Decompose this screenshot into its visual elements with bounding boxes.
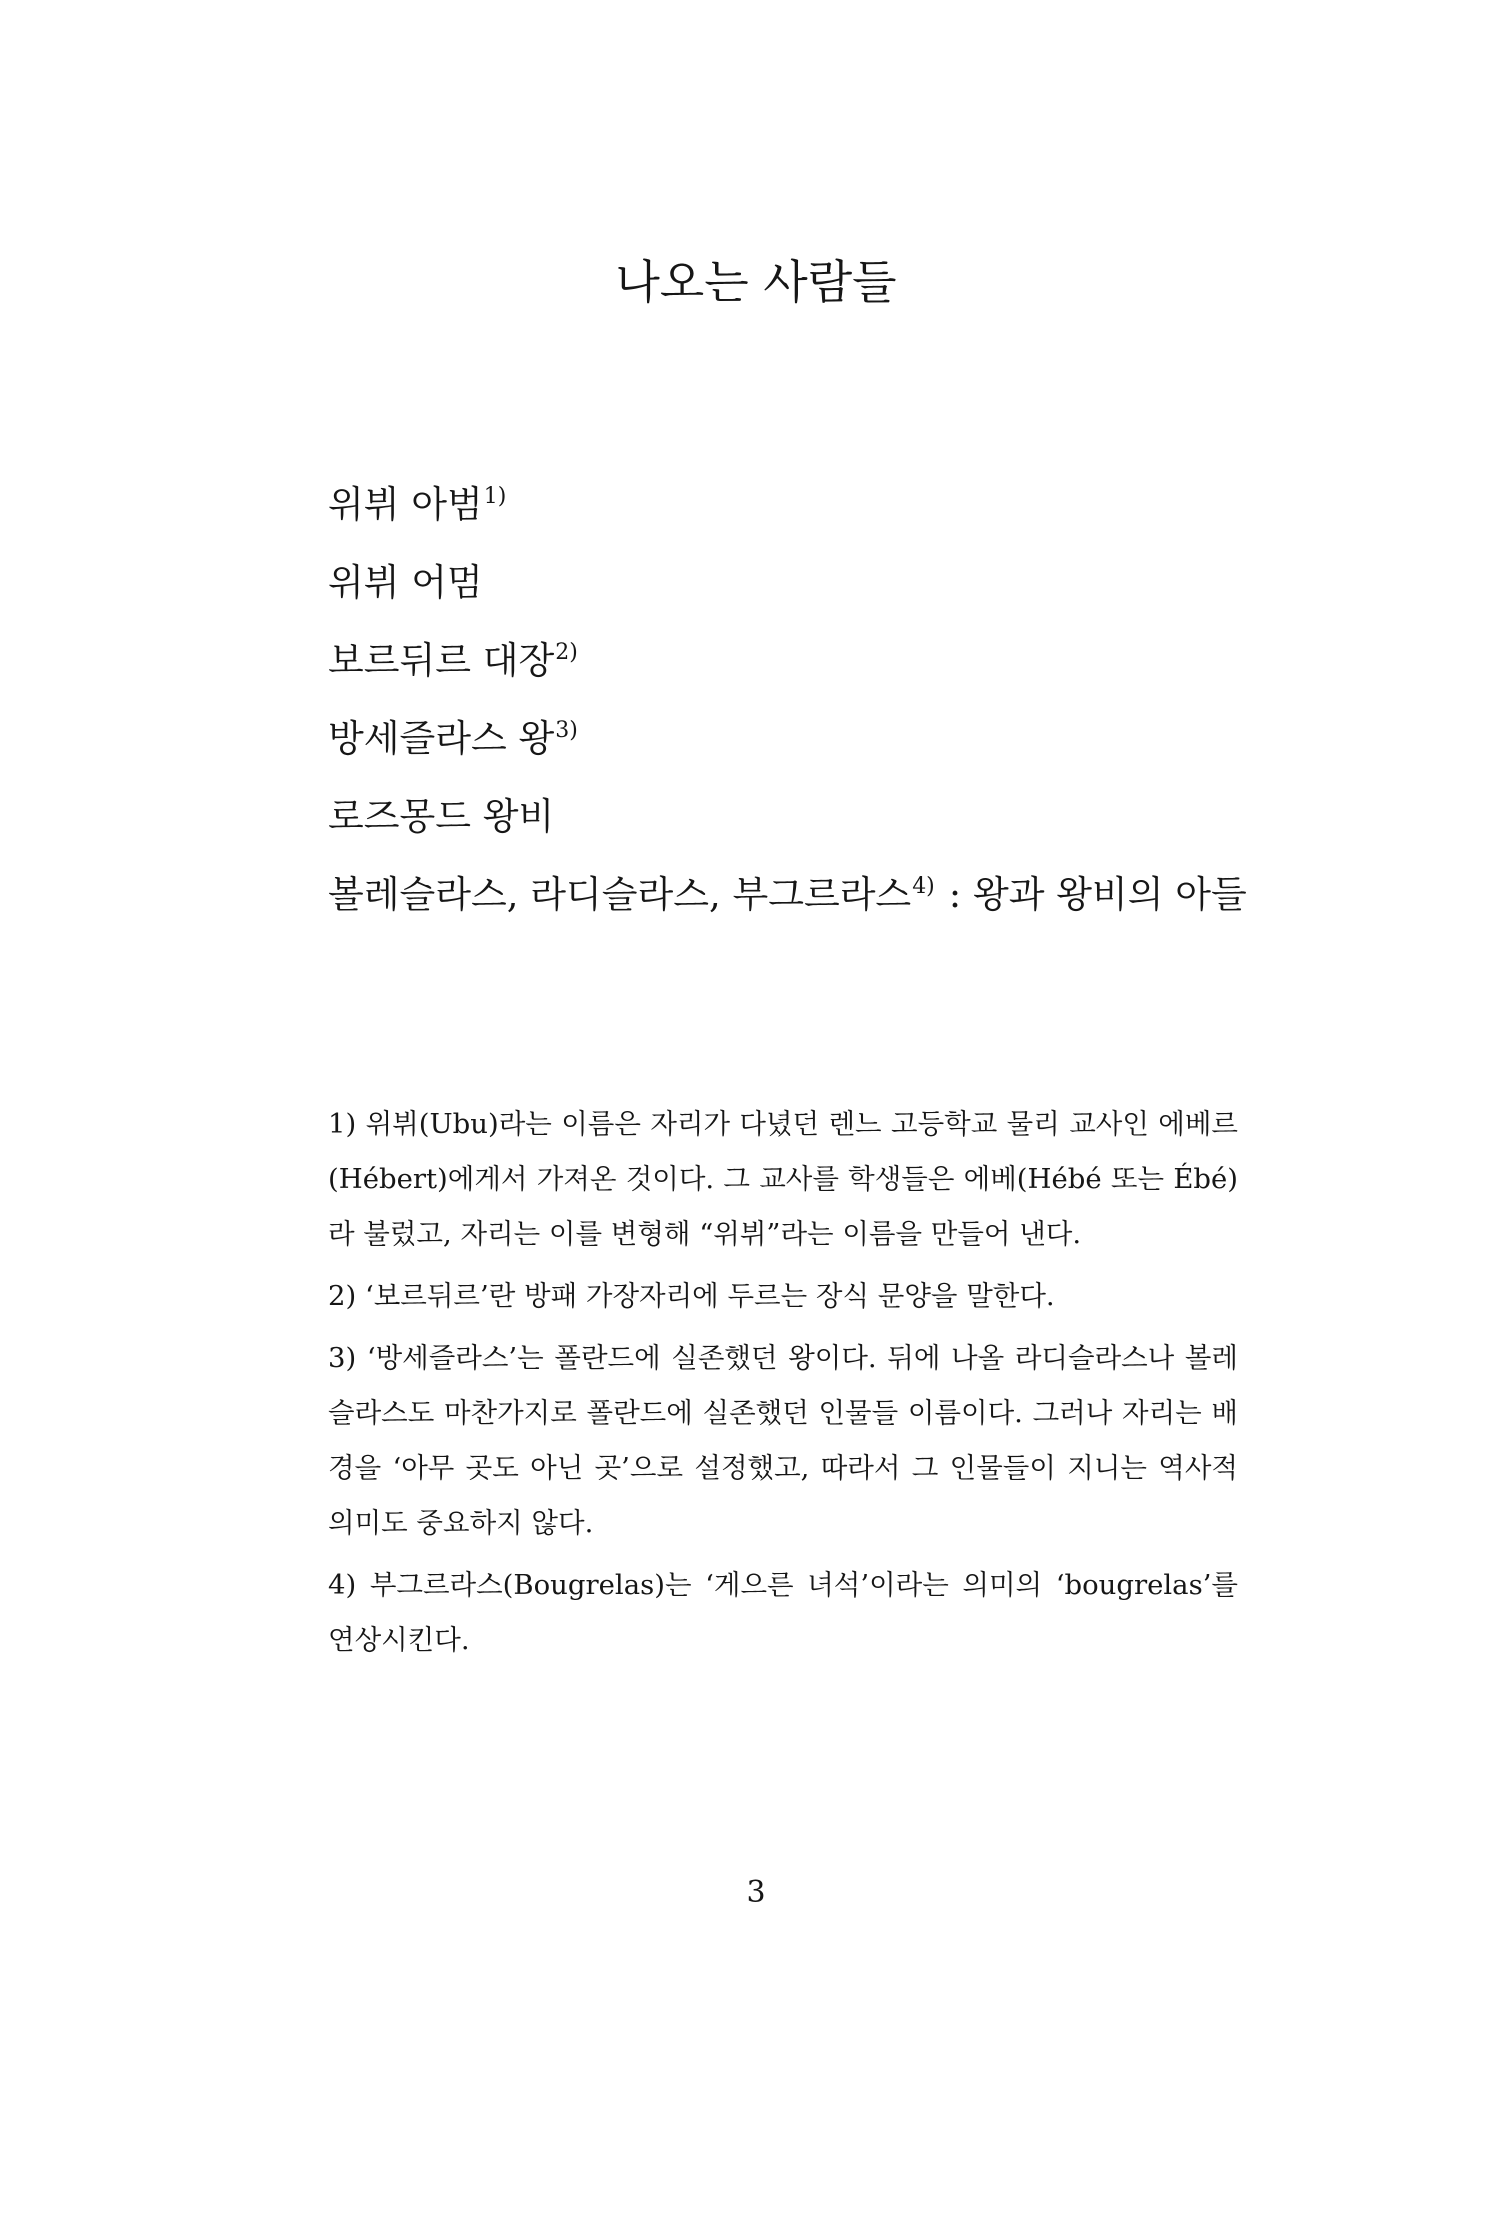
footnote-ref[interactable]: 4) [912,874,935,899]
page-number: 3 [746,1875,766,1910]
footnote-4: 4) 부그르라스(Bougrelas)는 ‘게으른 녀석’이라는 의미의 ‘bougrelas’를 연상시킨다. [328,1569,1238,1656]
cast-role: : 왕과 왕비의 아들 [948,873,1247,916]
footnote-1: 1) 위뷔(Ubu)라는 이름은 자리가 다녔던 렌느 고등학교 물리 교사인 에베르(Hébert)에게서 가져온 것이다. 그 교사를 학생들은 에베(Hébé 또는 Ébé)라 불렀고, 자리는 이를 변형해 “위뷔”라는 이름을 만들어 낸다. [328,1108,1238,1250]
footnote-3: 3) ‘방세즐라스’는 폴란드에 실존했던 왕이다. 뒤에 나올 라디슬라스나 볼레슬라스도 마찬가지로 폴란드에 실존했던 인물들 이름이다. 그러나 자리는 배경을 ‘아무 곳도 아닌 곳’으로 설정했고, 따라서 그 인물들이 지니는 역사적 의미도 중요하지 않다. [328,1342,1238,1539]
footnote-ref[interactable]: 3) [555,718,578,743]
cast-name: 방세즐라스 왕 [328,717,555,760]
footnote-ref[interactable]: 2) [555,640,578,665]
cast-name: 보르뒤르 대장 [328,639,555,682]
cast-name: 볼레슬라스, 라디슬라스, 부그르라스 [328,873,912,916]
cast-name: 위뷔 어멈 [328,561,483,604]
footnotes [328,1097,1238,1675]
cast-item-king [328,714,1348,764]
page-title: 나오는 사람들 [615,255,897,309]
cast-item-ubu-mother [328,558,1348,608]
footnote-ref[interactable]: 1) [483,484,507,509]
cast-item-sons [328,870,1348,920]
cast-name: 로즈몽드 왕비 [328,795,555,838]
cast-item-queen [328,792,1348,842]
cast-item-bordure [328,636,1348,686]
cast-item-ubu-father [328,480,1348,530]
cast-list [328,480,1348,948]
footnote-2: 2) ‘보르뒤르’란 방패 가장자리에 두르는 장식 문양을 말한다. [328,1280,1055,1312]
cast-name: 위뷔 아범 [328,483,483,526]
